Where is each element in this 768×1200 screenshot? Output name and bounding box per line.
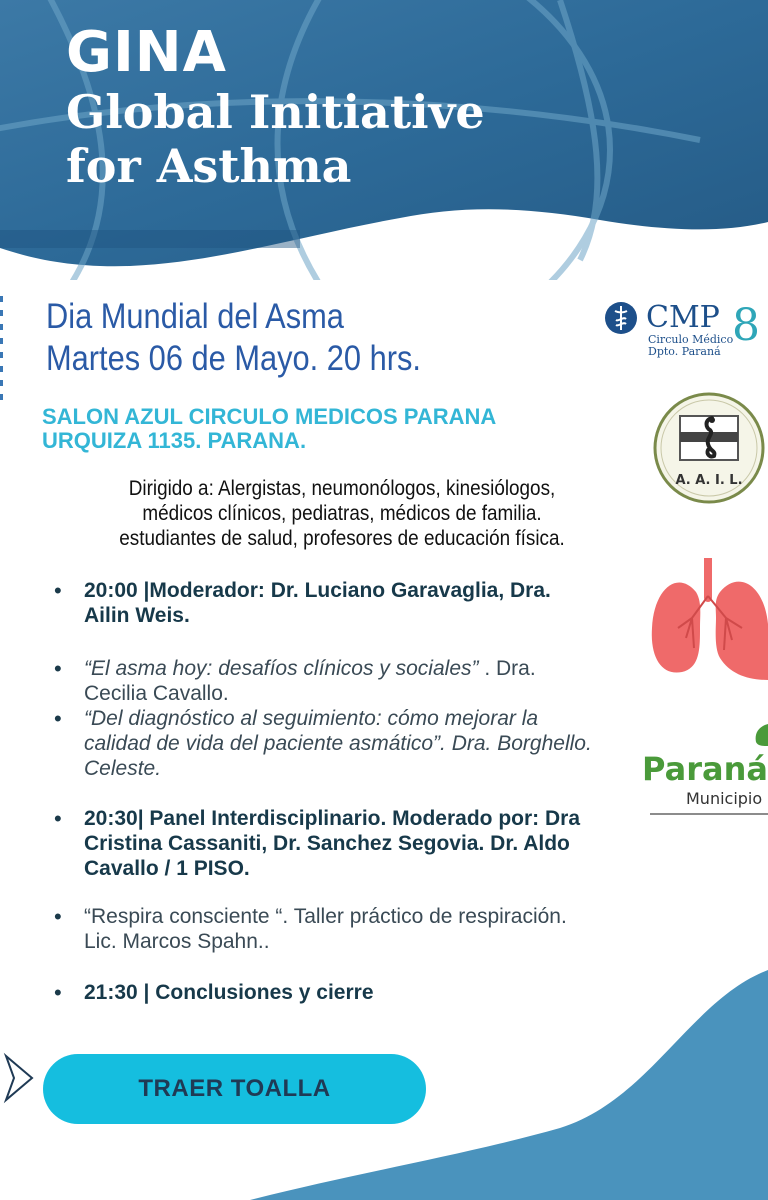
program-item-text: “Respira consciente “. Taller práctico de respiración. Lic. Marcos Spahn.. xyxy=(84,905,567,953)
program-item-text: 21:30 | Conclusiones y cierre xyxy=(84,981,374,1004)
bullet-icon: • xyxy=(54,656,62,681)
audience-text: Dirigido a: Alergistas, neumonólogos, kinesiólogos, médicos clínicos, pediatras, médicos de familia. estudiantes de salud, profesores de educación física. xyxy=(119,477,565,550)
talk-speaker: . Dra. Cecilia Cavallo. xyxy=(84,657,536,705)
lungs-icon xyxy=(648,558,768,680)
bullet-icon: • xyxy=(54,980,62,1005)
parana-sub: Municipio xyxy=(686,789,763,808)
header-title-line3: for Asthma xyxy=(66,139,352,193)
program-item-text: “Del diagnóstico al seguimiento: cómo mejorar la calidad de vida del paciente asmático”. Dra. Borghello. Celeste. xyxy=(84,707,592,780)
cmp-number: 8 xyxy=(732,300,760,351)
header-title-line2: Global Initiative xyxy=(66,85,485,139)
parana-name: Paraná xyxy=(642,750,768,788)
cta-button[interactable]: TRAER TOALLA xyxy=(43,1054,426,1124)
header-title-gina: GINA xyxy=(66,20,228,85)
talk-title: “El asma hoy: desafíos clínicos y sociales” xyxy=(84,657,479,680)
cmp-logo xyxy=(604,294,768,358)
bullet-icon: • xyxy=(54,904,62,929)
parana-logo xyxy=(640,724,768,816)
bullet-icon: • xyxy=(54,578,62,603)
side-dashes-decoration xyxy=(0,296,3,408)
aail-logo xyxy=(650,392,768,504)
event-title: Dia Mundial del Asma xyxy=(46,297,344,336)
program-item-text: 20:30| Panel Interdisciplinario. Moderado por: Dra Cristina Cassaniti, Dr. Sanchez Segovia. Dr. Aldo Cavallo / 1 PISO. xyxy=(84,807,580,880)
cmp-abbr: CMP xyxy=(646,300,720,335)
program-item-text xyxy=(84,656,594,706)
aail-text: A. A. I. L. xyxy=(675,473,743,488)
venue-address: URQUIZA 1135. PARANA. xyxy=(42,428,307,453)
cmp-line2: Dpto. Paraná xyxy=(648,345,721,358)
cmp-line1: Circulo Médico xyxy=(648,333,734,346)
venue-name: SALON AZUL CIRCULO MEDICOS PARANA xyxy=(42,404,497,429)
bullet-icon: • xyxy=(54,806,62,831)
chevron-right-icon xyxy=(2,1052,38,1104)
bullet-icon: • xyxy=(54,706,62,731)
program-item-text: 20:00 |Moderador: Dr. Luciano Garavaglia, Dra. Ailin Weis. xyxy=(84,579,551,627)
event-datetime: Martes 06 de Mayo. 20 hrs. xyxy=(46,339,421,378)
